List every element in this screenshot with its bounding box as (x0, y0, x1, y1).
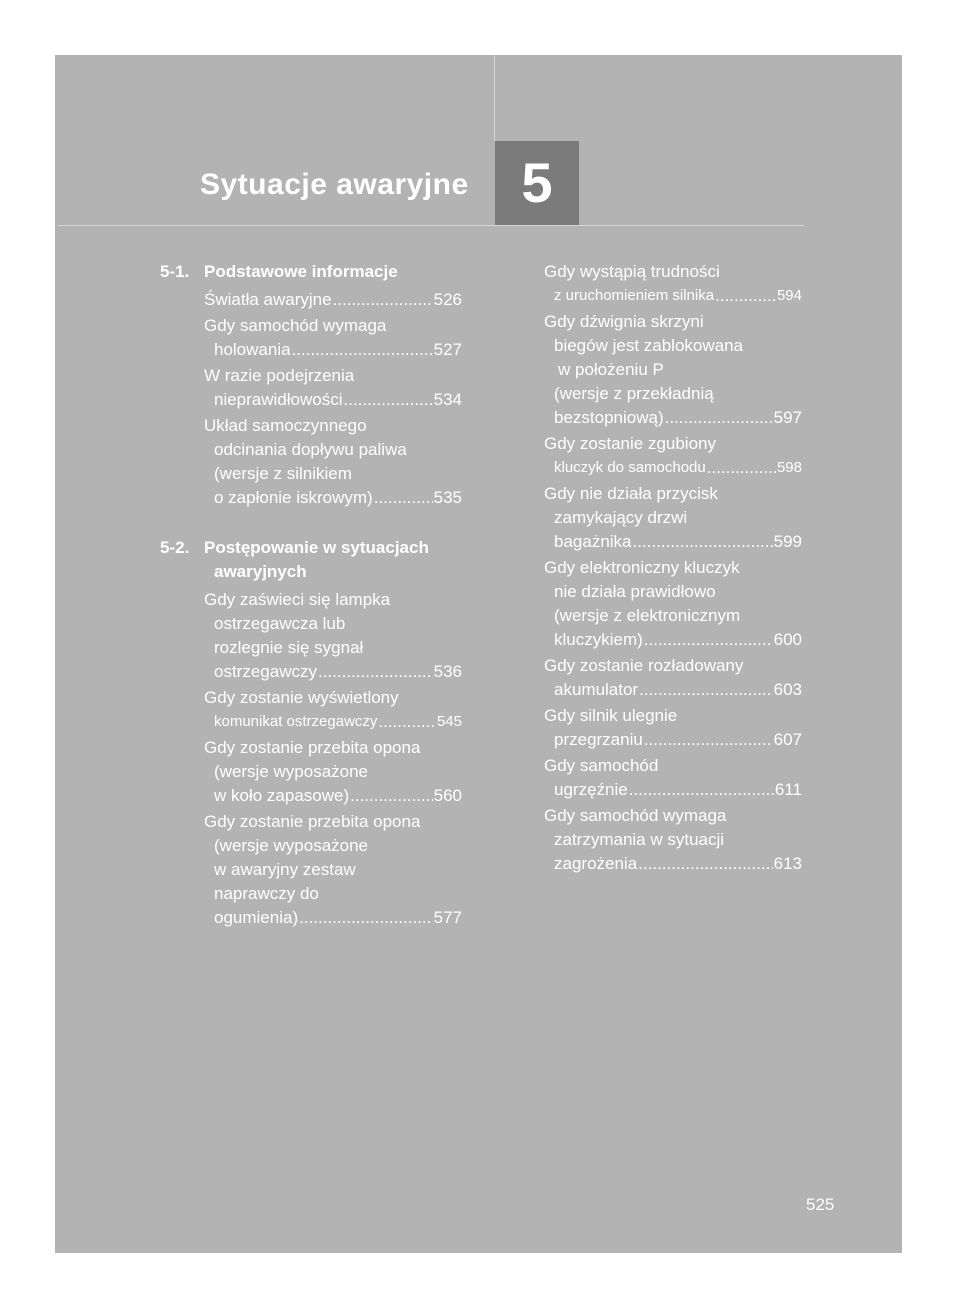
toc-entry-line: zamykający drzwi (554, 508, 688, 527)
section-title (204, 536, 462, 584)
section-title-line: awaryjnych (214, 562, 307, 581)
toc-entry-line: W razie podejrzenia (204, 366, 355, 385)
section-title-line: Postępowanie w sytuacjach (204, 538, 429, 557)
toc-entry[interactable] (204, 588, 462, 684)
divider-horizontal (58, 225, 804, 226)
toc-entry-last-line (544, 406, 802, 430)
toc-entry-line: (wersje wyposażone (214, 836, 369, 855)
toc-entry-text: ostrzegawczy (214, 662, 317, 681)
toc-entry-line: ostrzegawcza lub (214, 614, 346, 633)
dot-leader (715, 284, 776, 308)
toc-entry-last-line (204, 288, 462, 312)
toc-entry-page: 577 (433, 908, 462, 927)
toc-entry-text: z uruchomieniem silnika (554, 287, 715, 304)
toc-entry-line: Gdy samochód (544, 756, 659, 775)
toc-entry-text: akumulator (554, 680, 639, 699)
toc-entry-line: Gdy samochód wymaga (544, 806, 727, 825)
section-number: 5-1. (160, 262, 190, 281)
toc-entry-last-line (544, 456, 802, 480)
toc-entry-text: o zapłonie iskrowym) (214, 488, 373, 507)
toc-entry-text: nieprawidłowości (214, 390, 343, 409)
dot-leader (707, 456, 776, 480)
toc-entry-line: Gdy zostanie rozładowany (544, 656, 744, 675)
toc-entry-text: kluczykiem) (554, 630, 643, 649)
toc-entry[interactable] (544, 704, 802, 752)
toc-entry-line: (wersje z elektronicznym (554, 606, 741, 625)
dot-leader (638, 852, 772, 876)
toc-entry-line: (wersje z silnikiem (214, 464, 352, 483)
section-title (204, 260, 462, 284)
toc-entry-line: rozlegnie się sygnał (214, 638, 364, 657)
toc-entry-text: ogumienia) (214, 908, 299, 927)
toc-entry-page: 526 (433, 290, 462, 309)
dot-leader (374, 486, 433, 510)
toc-entry[interactable] (544, 260, 802, 308)
chapter-title: Sytuacje awaryjne (200, 168, 469, 201)
toc-entry-line: Układ samoczynnego (204, 416, 367, 435)
toc-entry[interactable] (544, 482, 802, 554)
toc-entry-line: naprawczy do (214, 884, 319, 903)
toc-entry-page: 600 (773, 630, 802, 649)
toc-entry-line: Gdy elektroniczny kluczyk (544, 558, 740, 577)
toc-entry[interactable] (204, 736, 462, 808)
toc-entry-page: 603 (773, 680, 802, 699)
dot-leader (644, 728, 773, 752)
toc-entry-text: bezstopniową) (554, 408, 664, 427)
toc-entry[interactable] (204, 288, 462, 312)
toc-entries (160, 588, 462, 930)
toc-entry[interactable] (544, 432, 802, 480)
toc-entry-line: zatrzymania w sytuacji (554, 830, 725, 849)
toc-entry-page: 599 (773, 532, 802, 551)
toc-entry-last-line (544, 852, 802, 876)
chapter-number: 5 (521, 151, 553, 214)
dot-leader (644, 628, 773, 652)
toc-entry-last-line (544, 778, 802, 802)
toc-entry[interactable] (204, 414, 462, 510)
toc-entry-last-line (204, 784, 462, 808)
toc-entry-line: Gdy zaświeci się lampka (204, 590, 391, 609)
toc-entry-text: ugrzęźnie (554, 780, 628, 799)
toc-entry[interactable] (204, 314, 462, 362)
dot-leader (633, 530, 773, 554)
toc-entry-line: Gdy wystąpią trudności (544, 262, 720, 281)
toc-entry-last-line (204, 710, 462, 734)
toc-right-column (544, 260, 802, 878)
dot-leader (378, 710, 436, 734)
toc-entry-line: w awaryjny zestaw (214, 860, 356, 879)
toc-entry-last-line (544, 678, 802, 702)
toc-section (160, 536, 462, 930)
dot-leader (629, 778, 774, 802)
toc-entry-line: (wersje z przekładnią (554, 384, 714, 403)
section-heading[interactable] (160, 260, 462, 284)
toc-entry-last-line (544, 284, 802, 308)
toc-entry-last-line (204, 660, 462, 684)
toc-entry-page: 597 (773, 408, 802, 427)
toc-entry-line: Gdy zostanie wyświetlony (204, 688, 399, 707)
toc-entry-line: odcinania dopływu paliwa (214, 440, 407, 459)
toc-entry-text: Światła awaryjne (204, 290, 332, 309)
dot-leader (344, 388, 433, 412)
toc-entry-text: bagażnika (554, 532, 632, 551)
toc-entry-line: Gdy zostanie przebita opona (204, 738, 421, 757)
toc-entry-line: w położeniu P (558, 360, 664, 379)
toc-entry-page: 527 (433, 340, 462, 359)
toc-left-column (160, 260, 462, 956)
dot-leader (639, 678, 773, 702)
dot-leader (665, 406, 773, 430)
section-title-line: Podstawowe informacje (204, 262, 398, 281)
toc-entry-page: 598 (776, 459, 802, 476)
toc-entry-page: 594 (776, 287, 802, 304)
toc-entry-last-line (544, 728, 802, 752)
toc-entry-text: zagrożenia (554, 854, 638, 873)
toc-entry-line: Gdy nie działa przycisk (544, 484, 718, 503)
toc-entry[interactable] (544, 310, 802, 430)
toc-entry-page: 536 (433, 662, 462, 681)
toc-entry-line: Gdy dźwignia skrzyni (544, 312, 704, 331)
toc-entry-text: komunikat ostrzegawczy (214, 713, 378, 730)
toc-entry-text: w koło zapasowe) (214, 786, 350, 805)
toc-entry-page: 607 (773, 730, 802, 749)
toc-entry-line: Gdy silnik ulegnie (544, 706, 678, 725)
dot-leader (292, 338, 433, 362)
dot-leader (333, 288, 433, 312)
divider-vertical (494, 55, 495, 141)
toc-entry-text: kluczyk do samochodu (554, 459, 706, 476)
toc-entry-last-line (544, 530, 802, 554)
toc-entry-page: 545 (436, 713, 462, 730)
dot-leader (350, 784, 433, 808)
toc-entry-page: 613 (773, 854, 802, 873)
toc-entry-last-line (204, 338, 462, 362)
toc-entry[interactable] (204, 810, 462, 930)
toc-entry-text: holowania (214, 340, 291, 359)
toc-entry-page: 535 (433, 488, 462, 507)
toc-entries (160, 288, 462, 510)
toc-entry-line: nie działa prawidłowo (554, 582, 716, 601)
toc-entry-line: Gdy samochód wymaga (204, 316, 387, 335)
dot-leader (299, 906, 433, 930)
toc-entry-text: przegrzaniu (554, 730, 643, 749)
section-number: 5-2. (160, 538, 190, 557)
toc-entry[interactable] (544, 556, 802, 652)
toc-entry[interactable] (544, 654, 802, 702)
toc-entry[interactable] (544, 754, 802, 802)
toc-entry-last-line (544, 628, 802, 652)
toc-entry-line: Gdy zostanie przebita opona (204, 812, 421, 831)
toc-entry-page: 611 (774, 780, 802, 799)
toc-entries (544, 260, 802, 876)
toc-entry[interactable] (544, 804, 802, 876)
toc-entry-page: 534 (433, 390, 462, 409)
toc-entry-line: Gdy zostanie zgubiony (544, 434, 716, 453)
chapter-number-box (495, 141, 579, 225)
toc-entry-line: biegów jest zablokowana (554, 336, 744, 355)
page-number: 525 (806, 1195, 835, 1214)
toc-entry[interactable] (204, 364, 462, 412)
toc-entry-last-line (204, 486, 462, 510)
toc-entry-page: 560 (433, 786, 462, 805)
section-heading[interactable] (160, 536, 462, 584)
toc-entry-last-line (204, 906, 462, 930)
toc-section (160, 260, 462, 510)
toc-entry-line: (wersje wyposażone (214, 762, 369, 781)
toc-entry[interactable] (204, 686, 462, 734)
dot-leader (318, 660, 433, 684)
toc-entry-last-line (204, 388, 462, 412)
